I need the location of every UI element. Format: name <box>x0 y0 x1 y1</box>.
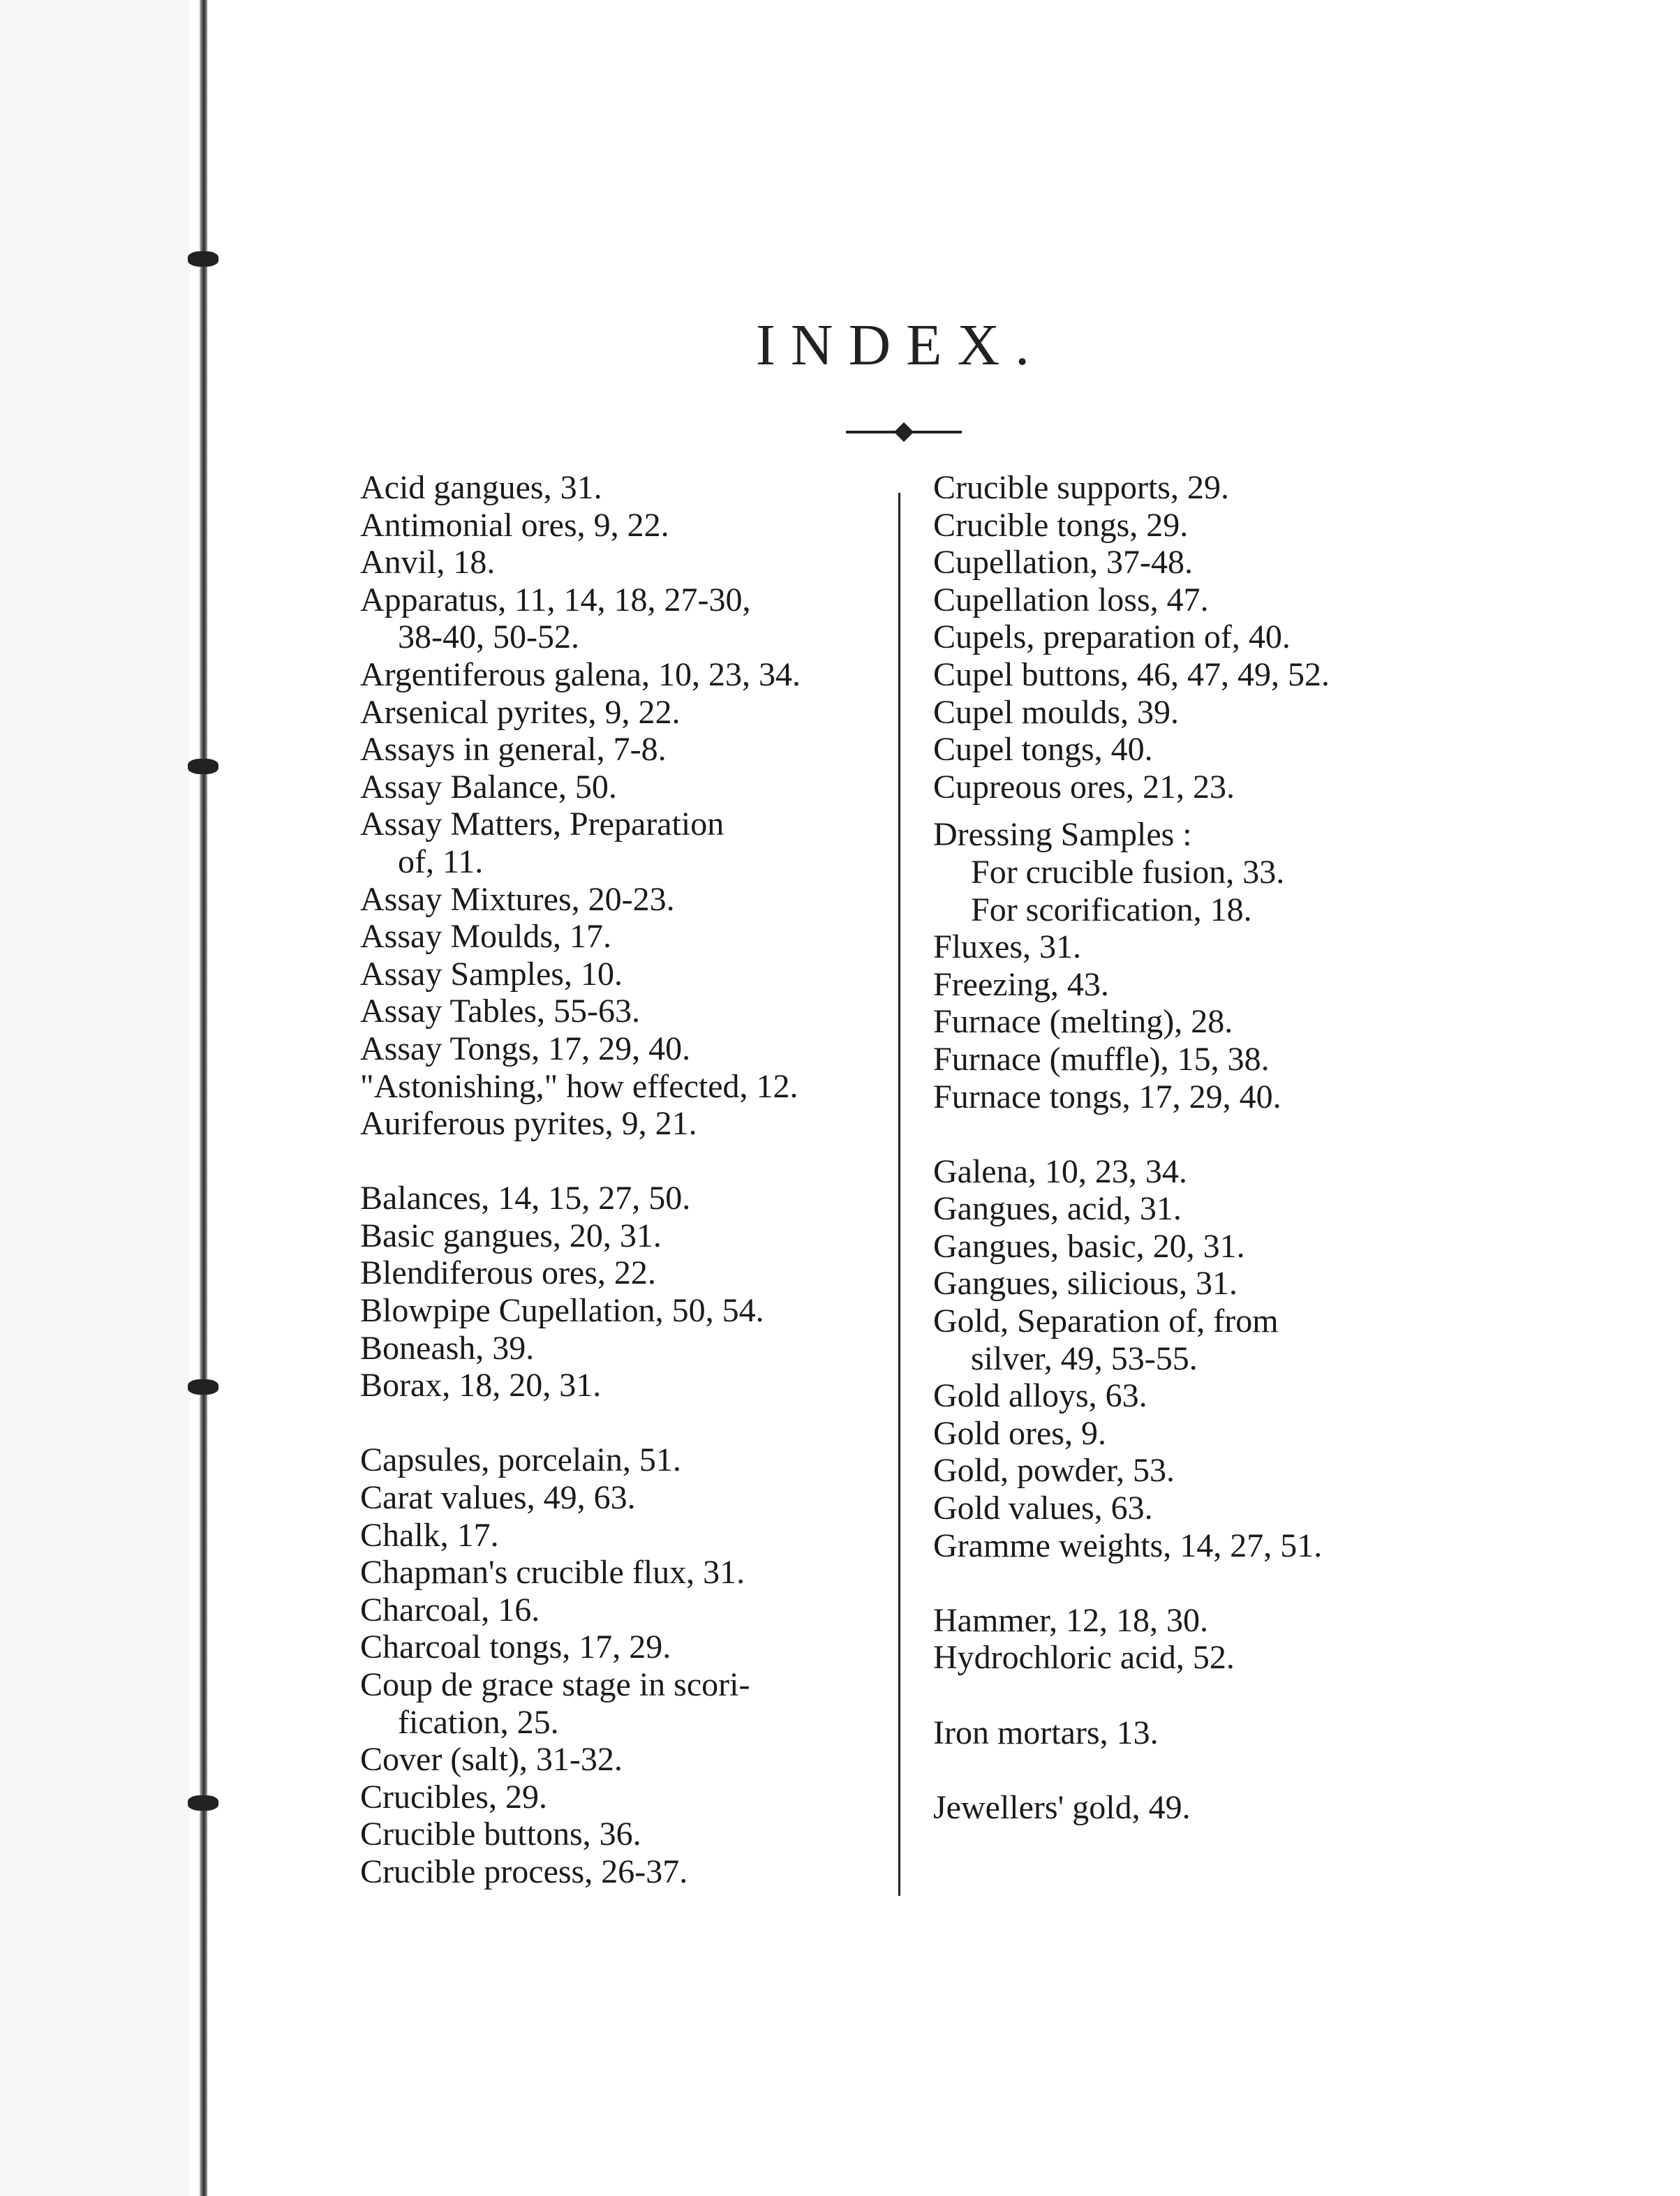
index-entry: Charcoal, 16. <box>360 1591 540 1629</box>
index-entry: Cupel tongs, 40. <box>933 731 1153 769</box>
index-entry: Blowpipe Cupellation, 50, 54. <box>360 1292 764 1330</box>
index-entry: Cupellation loss, 47. <box>933 581 1209 618</box>
index-entry: Cover (salt), 31-32. <box>360 1741 623 1779</box>
stitch-knot <box>188 1379 218 1395</box>
index-entry: Jewellers' gold, 49. <box>933 1788 1191 1826</box>
index-entry: Assay Tables, 55-63. <box>360 993 641 1030</box>
index-entry: Basic gangues, 20, 31. <box>360 1217 662 1254</box>
index-entry: Furnace tongs, 17, 29, 40. <box>933 1078 1281 1115</box>
index-entry: Auriferous pyrites, 9, 21. <box>360 1105 697 1143</box>
index-entry: Gangues, acid, 31. <box>933 1190 1182 1228</box>
index-entry: Gold, Separation of, from <box>933 1303 1279 1340</box>
index-entry: For crucible fusion, 33. <box>971 853 1285 891</box>
index-entry: Apparatus, 11, 14, 18, 27-30, <box>360 581 751 618</box>
index-entry: Gold values, 63. <box>933 1490 1153 1527</box>
index-entry: Gangues, silicious, 31. <box>933 1265 1237 1303</box>
index-entry: Hammer, 12, 18, 30. <box>933 1601 1209 1639</box>
index-entry: Capsules, porcelain, 51. <box>360 1441 681 1479</box>
index-entry: Acid gangues, 31. <box>360 469 602 506</box>
index-entry: Carat values, 49, 63. <box>360 1479 636 1517</box>
index-entry: "Astonishing," how effected, 12. <box>360 1067 798 1105</box>
index-entry: Balances, 14, 15, 27, 50. <box>360 1180 691 1217</box>
stitch-knot <box>188 1795 218 1811</box>
title-ornament <box>846 424 962 440</box>
index-entry: Furnace (melting), 28. <box>933 1003 1233 1041</box>
index-entry: Crucible tongs, 29. <box>933 506 1189 544</box>
index-entry: Gramme weights, 14, 27, 51. <box>933 1527 1323 1564</box>
index-entry: Cupreous ores, 21, 23. <box>933 768 1235 806</box>
index-entry: Iron mortars, 13. <box>933 1714 1159 1751</box>
index-entry: Furnace (muffle), 15, 38. <box>933 1040 1270 1078</box>
index-entry: Hydrochloric acid, 52. <box>933 1639 1235 1677</box>
index-entry: fication, 25. <box>398 1703 559 1741</box>
stitch-knot <box>188 251 218 267</box>
index-entry: Gold, powder, 53. <box>933 1452 1175 1490</box>
page-title: INDEX. <box>755 313 1046 378</box>
index-entry: Assay Matters, Preparation <box>360 806 724 843</box>
index-entry: Chapman's crucible flux, 31. <box>360 1554 745 1592</box>
index-entry: Assay Tongs, 17, 29, 40. <box>360 1030 691 1067</box>
index-entry: silver, 49, 53-55. <box>971 1340 1198 1377</box>
index-entry: Crucible supports, 29. <box>933 469 1229 506</box>
index-entry: Chalk, 17. <box>360 1516 499 1554</box>
index-entry: of, 11. <box>398 843 484 880</box>
index-entry: Crucible buttons, 36. <box>360 1816 641 1853</box>
index-entry: Assay Balance, 50. <box>360 768 617 806</box>
index-entry: 38-40, 50-52. <box>398 618 579 656</box>
index-entry: Charcoal tongs, 17, 29. <box>360 1629 671 1666</box>
index-entry: Cupel moulds, 39. <box>933 693 1180 731</box>
index-entry: Assay Moulds, 17. <box>360 918 612 956</box>
index-entry: Gold alloys, 63. <box>933 1377 1147 1415</box>
index-entry: Crucible process, 26-37. <box>360 1853 688 1890</box>
index-entry: Assays in general, 7-8. <box>360 731 667 769</box>
index-entry: Cupels, preparation of, 40. <box>933 618 1291 656</box>
index-entry: For scorification, 18. <box>971 891 1252 928</box>
index-entry: Arsenical pyrites, 9, 22. <box>360 693 681 731</box>
index-column-right <box>933 469 1478 1826</box>
index-entry: Freezing, 43. <box>933 965 1109 1003</box>
stitch-knot <box>188 759 218 774</box>
column-divider <box>898 493 900 1896</box>
index-entry: Borax, 18, 20, 31. <box>360 1367 602 1404</box>
index-entry: Dressing Samples : <box>933 816 1192 854</box>
index-entry: Gold ores, 9. <box>933 1414 1106 1452</box>
index-entry: Gangues, basic, 20, 31. <box>933 1227 1245 1265</box>
index-entry: Boneash, 39. <box>360 1329 535 1367</box>
index-entry: Fluxes, 31. <box>933 928 1082 966</box>
index-entry: Argentiferous galena, 10, 23, 34. <box>360 655 801 693</box>
index-entry: Anvil, 18. <box>360 544 496 581</box>
index-entry: Blendiferous ores, 22. <box>360 1254 656 1292</box>
index-column-left <box>360 469 877 1891</box>
index-entry: Crucibles, 29. <box>360 1778 547 1816</box>
index-entry: Coup de grace stage in scori- <box>360 1666 750 1703</box>
index-entry: Assay Samples, 10. <box>360 955 623 993</box>
index-entry: Antimonial ores, 9, 22. <box>360 506 669 544</box>
index-entry: Galena, 10, 23, 34. <box>933 1152 1187 1190</box>
index-entry: Cupel buttons, 46, 47, 49, 52. <box>933 655 1330 693</box>
index-entry: Assay Mixtures, 20-23. <box>360 880 675 918</box>
index-entry: Cupellation, 37-48. <box>933 544 1193 581</box>
